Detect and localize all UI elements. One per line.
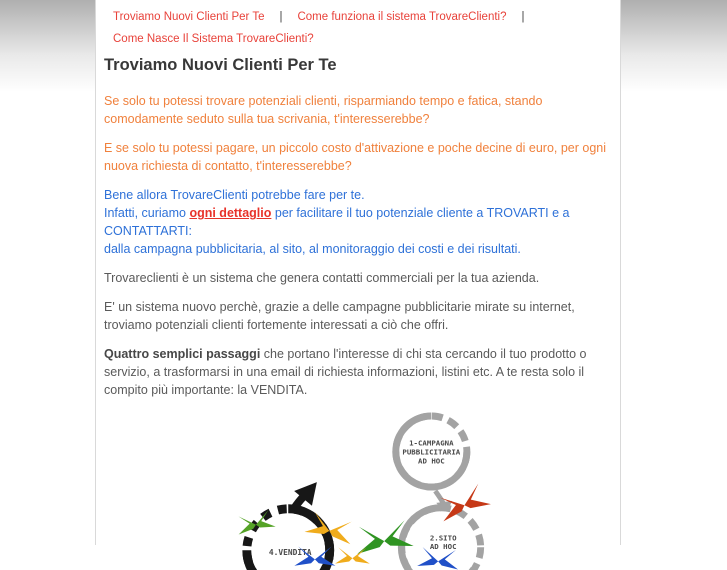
- step-1-campagna-circle: [396, 416, 467, 487]
- paragraph: [104, 92, 616, 128]
- text-segment: che portano l'interesse di chi sta cercando il tuo prodotto o servizio, a trasformarsi in una email di richiesta informazioni, listini etc. A te resta solo il compito più importante: la VENDITA.: [104, 347, 587, 397]
- step-4-label: 4.VENDITA: [268, 548, 312, 558]
- nav-link-come-nasce-sistema[interactable]: Come Nasce Il Sistema TrovareClienti?: [113, 33, 314, 45]
- bold-lead-text: Quattro semplici passaggi: [104, 347, 261, 361]
- paragraph: [104, 345, 616, 399]
- body-text: [104, 92, 610, 399]
- paragraph: [104, 186, 616, 258]
- paragraph: [104, 139, 616, 175]
- text-segment: Trovareclienti è un sistema che genera contatti commerciali per la tua azienda.: [104, 271, 540, 285]
- step-2-label: 2.SITO AD HOC: [429, 533, 457, 552]
- page-title: Troviamo Nuovi Clienti Per Te: [104, 56, 337, 74]
- text-segment: dalla campagna pubblicitaria, al sito, al monitoraggio dei costi e dei risultati.: [104, 242, 521, 256]
- text-segment: per facilitare il tuo potenziale cliente a TROVARTI e a CONTATTARTI:: [104, 206, 570, 238]
- paragraph: [104, 269, 616, 287]
- text-segment: Se solo tu potessi trovare potenziali clienti, risparmiando tempo e fatica, stando comodamente seduto sulla tua scrivania, t'interesserebbe?: [104, 94, 543, 126]
- text-segment: E se solo tu potessi pagare, un piccolo costo d'attivazione e poche decine di euro, per ogni nuova richiesta di contatto, t'interesserebbe?: [104, 141, 607, 173]
- text-segment: Infatti, curiamo: [104, 206, 190, 220]
- content-column: [95, 0, 621, 558]
- text-segment: E' un sistema nuovo perchè, grazie a delle campagne pubblicitarie mirate su internet, troviamo potenziali clienti fortemente interessati a ciò che offri.: [104, 300, 575, 332]
- paragraph: [104, 298, 616, 334]
- ogni-dettaglio-link[interactable]: ogni dettaglio: [189, 206, 272, 220]
- nav-separator: |: [279, 11, 283, 23]
- nav-link-come-funziona-sistema[interactable]: Come funziona il sistema TrovareClienti?: [297, 11, 507, 23]
- nav-link-troviamo-nuovi-clienti[interactable]: Troviamo Nuovi Clienti Per Te: [113, 11, 265, 23]
- nav-separator: |: [521, 11, 525, 23]
- step-1-label: 1-CAMPAGNA PUBBLICITARIA AD HOC: [402, 438, 461, 466]
- top-nav: [104, 4, 610, 52]
- process-cycle-diagram: [232, 415, 532, 565]
- text-segment: Bene allora TrovareClienti potrebbe fare per te.: [104, 188, 365, 202]
